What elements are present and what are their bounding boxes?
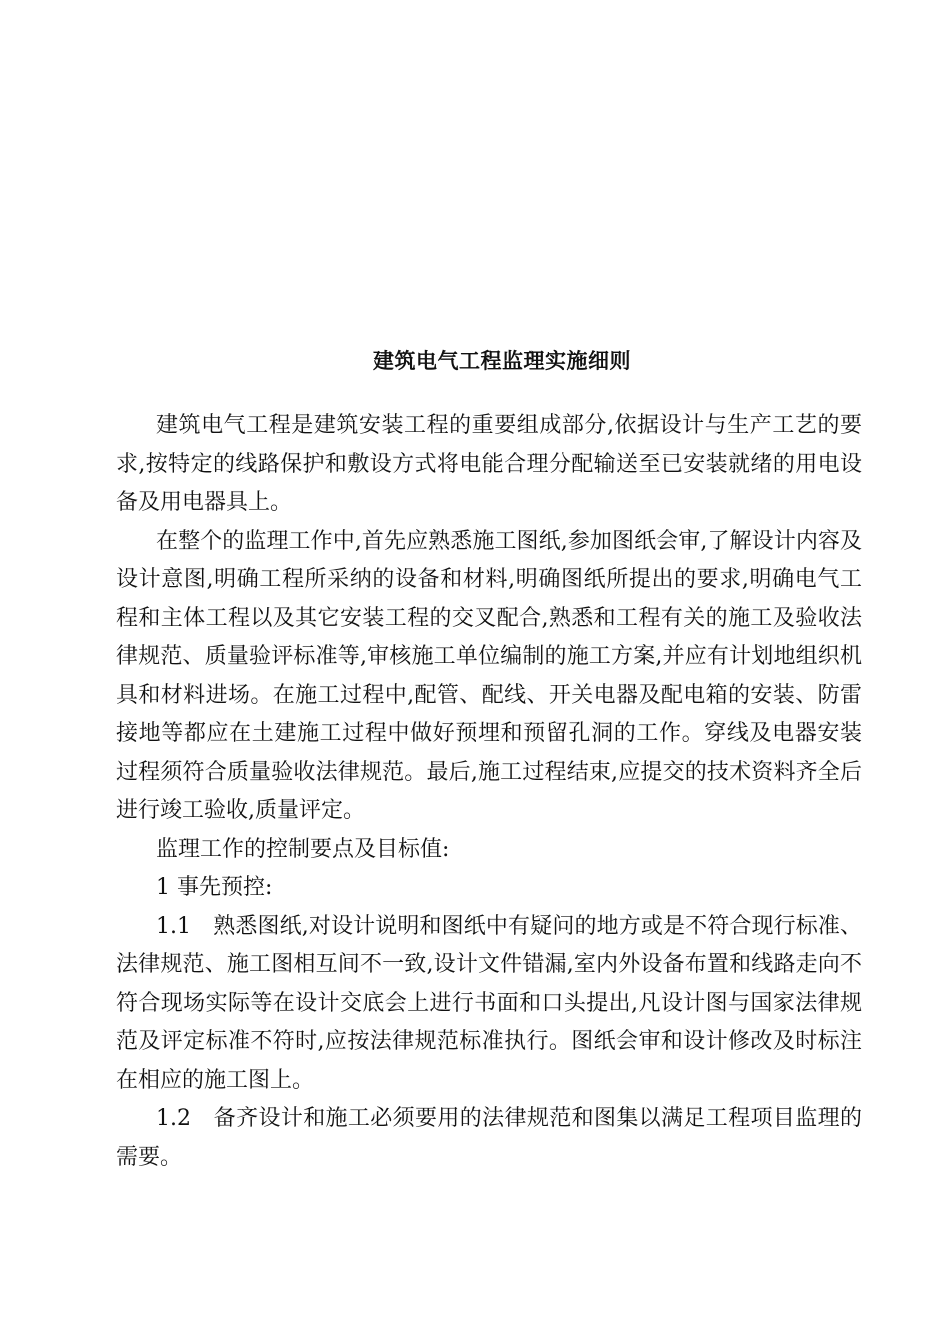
paragraph-1-2: 1.2 备齐设计和施工必须要用的法律规范和图集以满足工程项目监理的需要。 [116,1106,862,1170]
paragraph-1-1: 1.1 熟悉图纸,对设计说明和图纸中有疑问的地方或是不符合现行标准、法律规范、施工图相互间不一致,设计文件错漏,室内外设备布置和线路走向不符合现场实际等在设计交底会上进行书面和口头提出,凡设计图与国家法律规范及评定标准不符时,应按法律规范标准执行。图纸会审和设计修改及时标注在相应的施工图上。 [116,913,862,1093]
paragraph-intro: 建筑电气工程是建筑安装工程的重要组成部分,依据设计与生产工艺的要求,按特定的线路保护和敷设方式将电能合理分配输送至已安装就绪的用电设备及用电器具上。 [116,413,862,515]
paragraph-supervision-work: 在整个的监理工作中,首先应熟悉施工图纸,参加图纸会审,了解设计内容及设计意图,明确工程所采纳的设备和材料,明确图纸所提出的要求,明确电气工程和主体工程以及其它安装工程的交叉配合,熟悉和工程有关的施工及验收法律规范、质量验评标准等,审核施工单位编制的施工方案,并应有计划地组织机具和材料进场。在施工过程中,配管、配线、开关电器及配电箱的安装、防雷接地等都应在土建施工过程中做好预埋和预留孔洞的工作。穿线及电器安装过程须符合质量验收法律规范。最后,施工过程结束,应提交的技术资料齐全后进行竣工验收,质量评定。 [116,528,862,823]
document-body [116,407,862,1177]
document-title: 建筑电气工程监理实施细则 [373,349,631,373]
section-heading-1: 1 事先预控: [156,875,273,900]
paragraph-control-points-heading: 监理工作的控制要点及目标值: [156,836,450,862]
